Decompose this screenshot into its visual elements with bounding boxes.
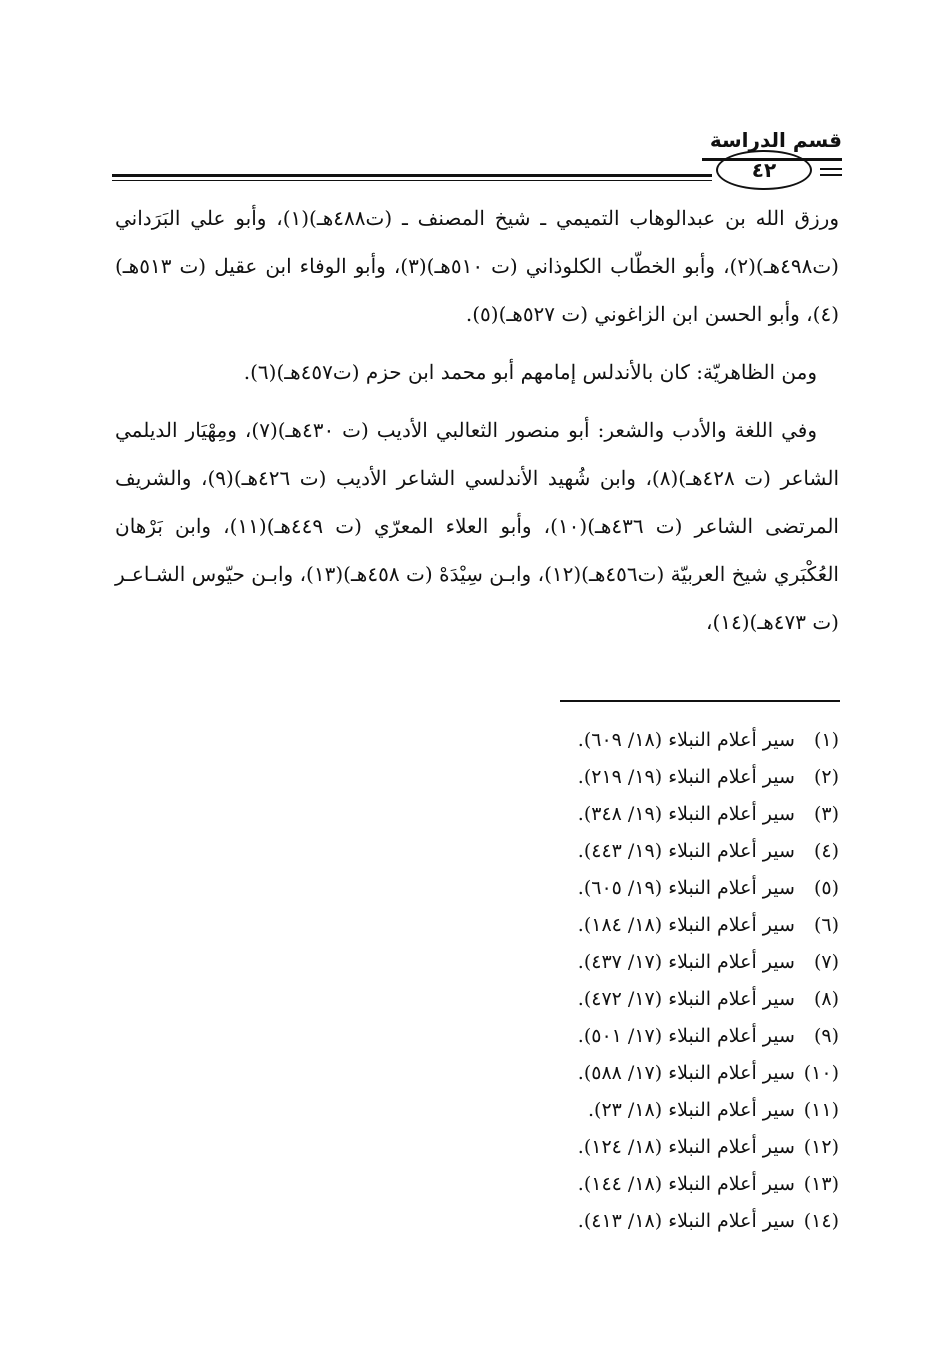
footnote-number: (٣) [813, 803, 839, 825]
footnote-number: (١٠) [803, 1062, 839, 1084]
footnote-number: (٢) [813, 766, 839, 788]
footnote-item [339, 1055, 839, 1092]
footnote-number: (١) [813, 729, 839, 751]
footnote-item [339, 1092, 839, 1129]
header-rule-thin [112, 180, 712, 181]
footnote-text: سير أعلام النبلاء (١٩/ ٢١٩). [577, 766, 795, 788]
footnote-item [339, 907, 839, 944]
header-rule-thick [112, 174, 712, 177]
footnote-item [339, 833, 839, 870]
footnote-number: (٥) [813, 877, 839, 899]
footnote-number: (٩) [813, 1025, 839, 1047]
footnote-number: (٧) [813, 951, 839, 973]
footnote-item [339, 796, 839, 833]
footnote-text: سير أعلام النبلاء (١٨/ ٢٣). [588, 1099, 795, 1121]
footnote-text: سير أعلام النبلاء (١٨/ ١٤٤). [577, 1173, 795, 1195]
footnote-text: سير أعلام النبلاء (١٩/ ٦٠٥). [577, 877, 795, 899]
page-number: ٤٢ [716, 150, 812, 190]
footnote-text: سير أعلام النبلاء (١٧/ ٥٠١). [577, 1025, 795, 1047]
footnote-item [339, 1203, 839, 1240]
footnote-separator [560, 700, 840, 702]
footnote-item [339, 944, 839, 981]
footnote-text: سير أعلام النبلاء (١٧/ ٤٧٢). [577, 988, 795, 1010]
footnotes [339, 722, 839, 1240]
footnote-number: (٦) [813, 914, 839, 936]
footnote-item [339, 722, 839, 759]
footnote-text: سير أعلام النبلاء (١٨/ ١٢٤). [577, 1136, 795, 1158]
footnote-item [339, 759, 839, 796]
footnote-number: (٨) [813, 988, 839, 1010]
footnote-item [339, 1166, 839, 1203]
footnote-text: سير أعلام النبلاء (١٧/ ٥٨٨). [577, 1062, 795, 1084]
footnote-number: (١٣) [803, 1173, 839, 1195]
footnote-text: سير أعلام النبلاء (١٩/ ٤٤٣). [577, 840, 795, 862]
footnote-item [339, 1018, 839, 1055]
footnote-text: سير أعلام النبلاء (١٧/ ٤٣٧). [577, 951, 795, 973]
footnote-number: (١٤) [803, 1210, 839, 1232]
paragraph: ومن الظاهريّة: كان بالأندلس إمامهم أبو محمد ابن حزم (ت٤٥٧هـ)(٦). [243, 360, 817, 384]
footnote-item [339, 1129, 839, 1166]
section-title: قسم الدراسة [709, 128, 842, 152]
paragraph: ورزق الله بن عبدالوهاب التميمي ـ شيخ المصنف ـ (ت٤٨٨هـ)(١)، وأبو علي البَرَداني (ت٤٩٨هـ)(٢)، وأبو الخطّاب الكلوذاني (ت ٥١٠هـ)(٣)، وأبو الوفاء ابن عقيل (ت ٥١٣هـ)(٤)، وأبو الحسن ابن الزاغوني (ت ٥٢٧هـ)(٥). [115, 206, 839, 326]
footnote-item [339, 870, 839, 907]
paragraph: وفي اللغة والأدب والشعر: أبو منصور الثعالبي الأديب (ت ٤٣٠هـ)(٧)، ومِهْيَار الديلمي الشاعر (ت ٤٢٨هـ)(٨)، وابن شُهيد الأندلسي الشاعر الأديب (ت ٤٢٦هـ)(٩)، والشريف المرتضى الشاعر (ت ٤٣٦هـ)(١٠)، وأبو العلاء المعرّي (ت ٤٤٩هـ)(١١)، وابن بَرْهان العُكْبَري شيخ العربيّة (ت٤٥٦هـ)(١٢)، وابـن سِيْدَهْ (ت ٤٥٨هـ)(١٣)، وابـن حيّوس الشـاعـر (ت ٤٧٣هـ)(١٤)، [115, 418, 840, 634]
footnote-number: (٤) [813, 840, 839, 862]
main-text [115, 194, 839, 656]
footnote-text: سير أعلام النبلاء (١٨/ ٤١٣). [577, 1210, 795, 1232]
page-number-dash-bottom [820, 174, 842, 176]
footnote-text: سير أعلام النبلاء (١٨/ ١٨٤). [577, 914, 795, 936]
footnote-text: سير أعلام النبلاء (١٩/ ٣٤٨). [577, 803, 795, 825]
footnote-number: (١٢) [803, 1136, 839, 1158]
footnote-text: سير أعلام النبلاء (١٨/ ٦٠٩). [577, 729, 795, 751]
footnote-number: (١١) [803, 1099, 839, 1121]
page-header [112, 128, 842, 188]
page-number-dash-top [820, 168, 842, 170]
footnote-item [339, 981, 839, 1018]
